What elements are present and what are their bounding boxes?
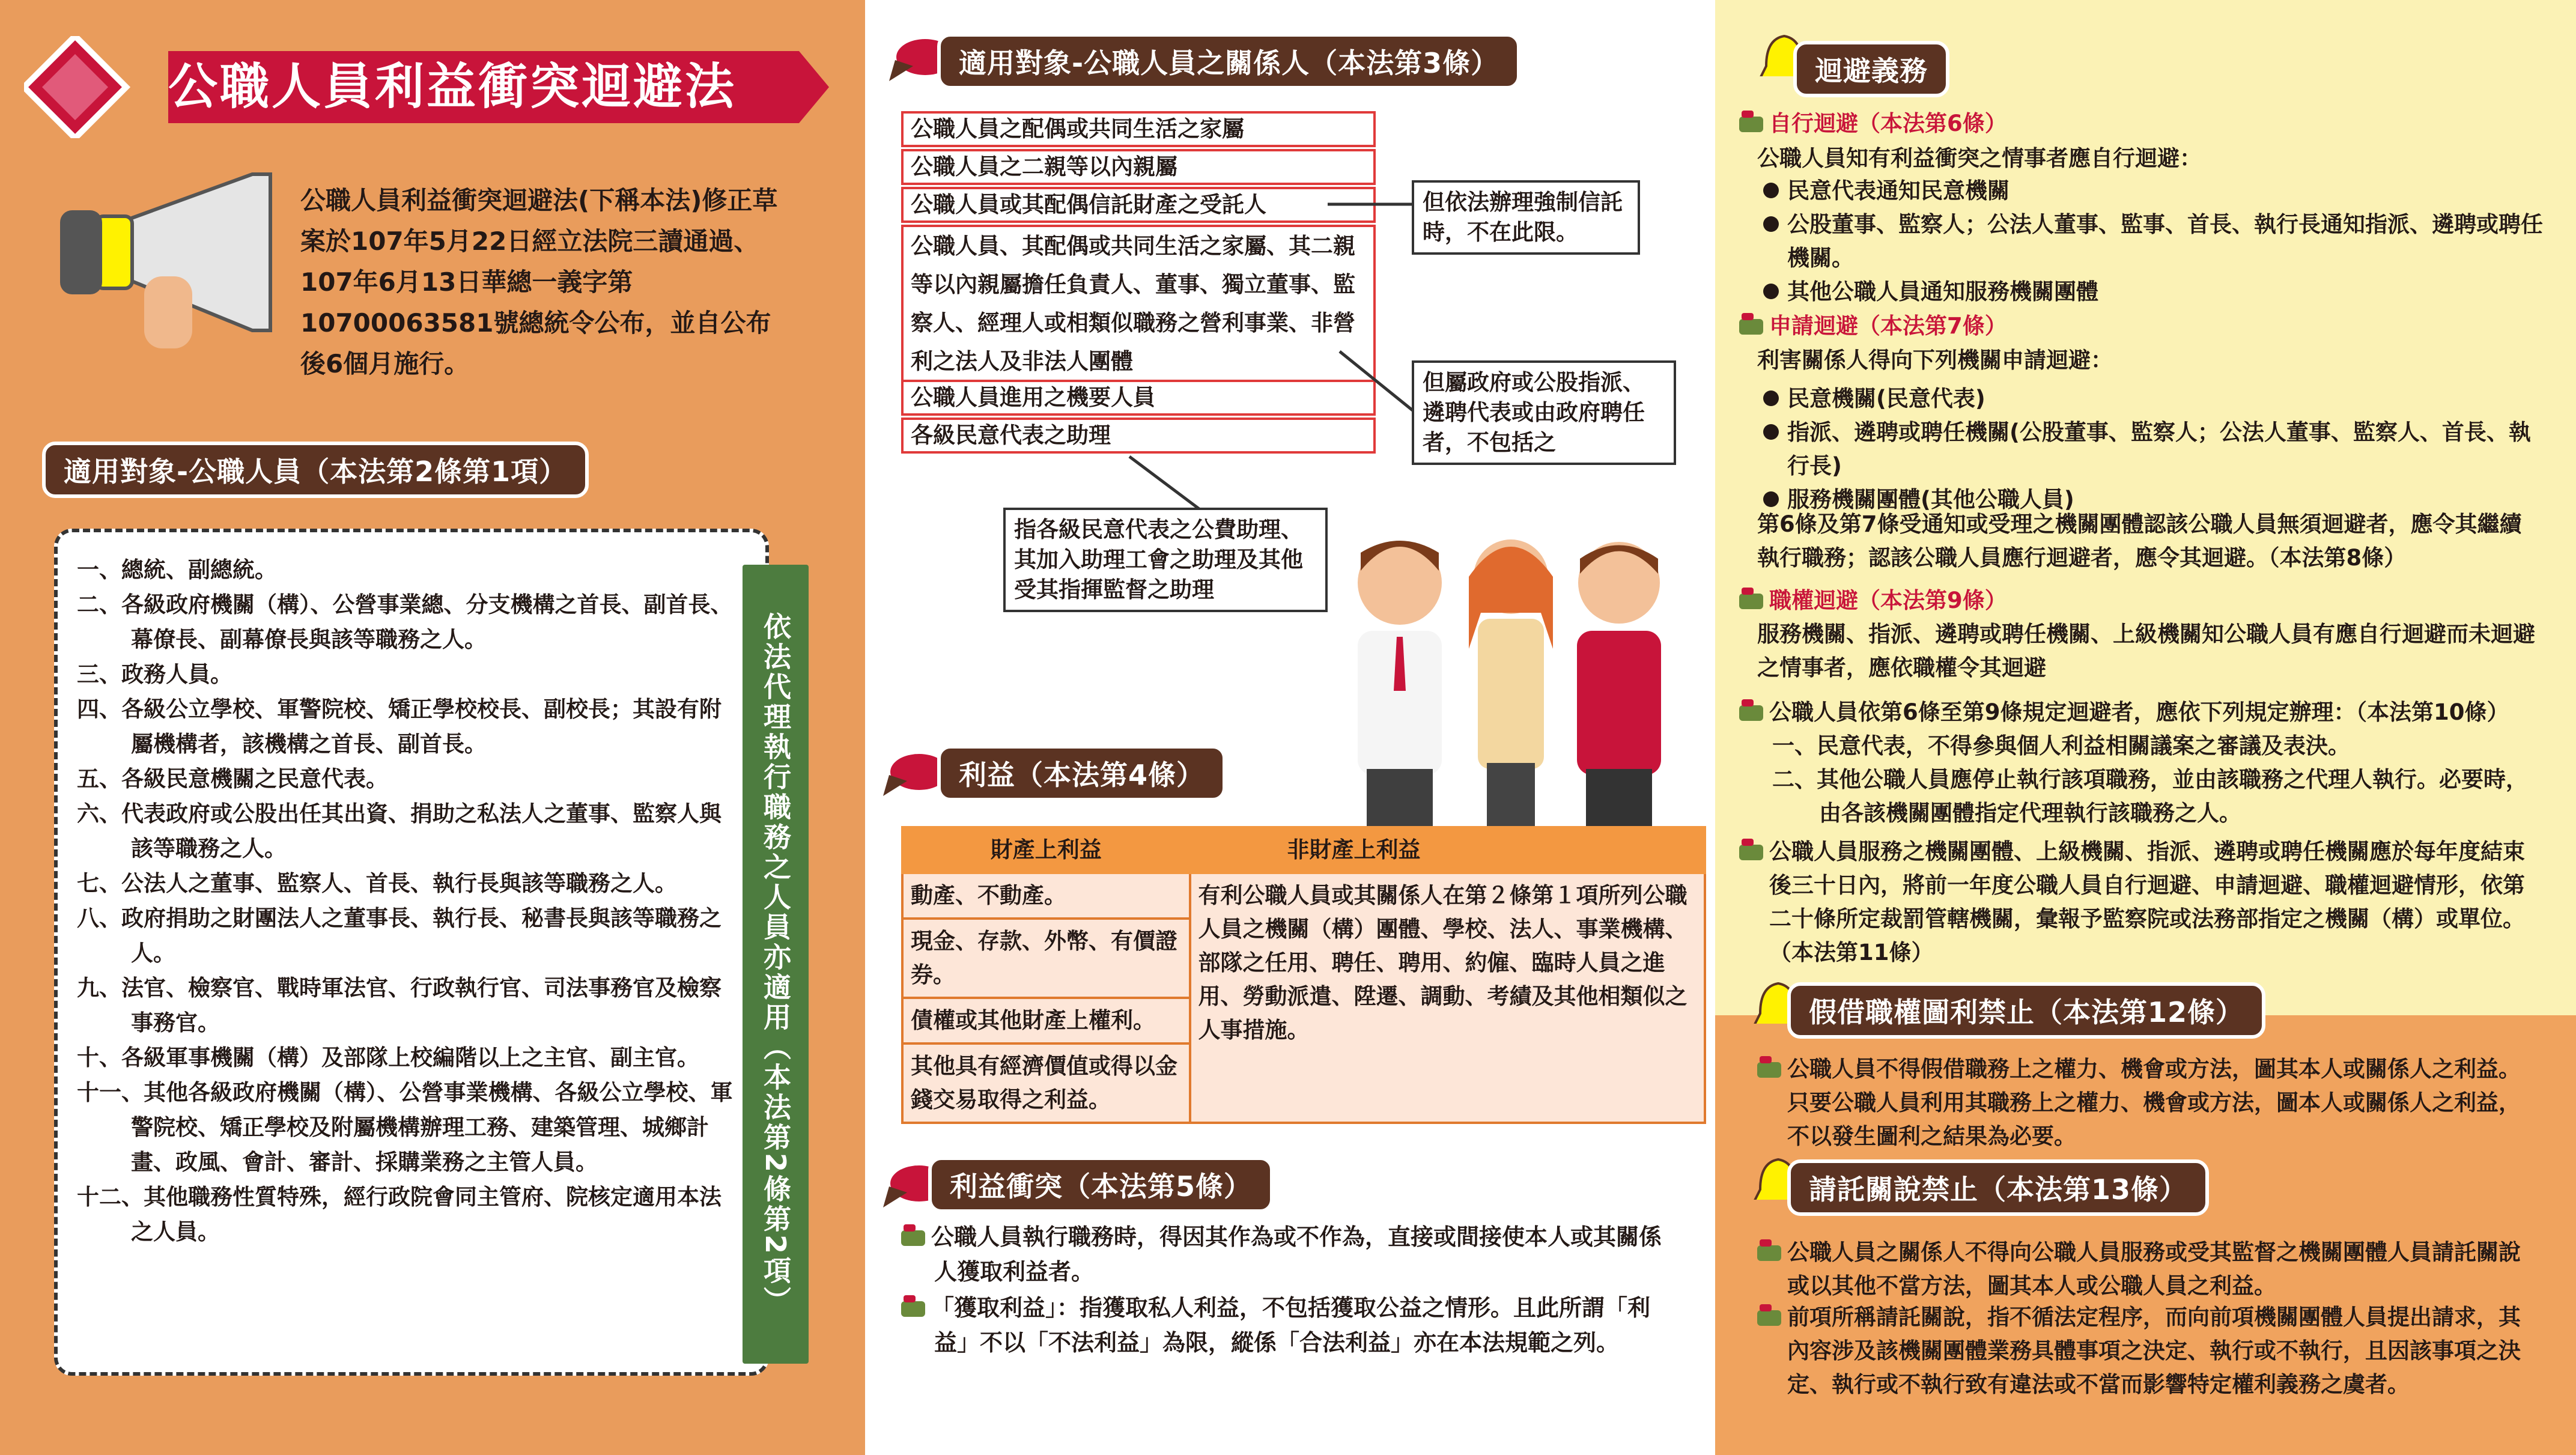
p10-text: 公職人員依第6條至第9條規定迴避者，應依下列規定辦理：（本法第10條） bbox=[1769, 699, 2509, 725]
b7-2: 服務機關團體(其他公職人員) bbox=[1787, 487, 2074, 512]
note-assistant: 指各級民意代表之公費助理、其加入助理工會之助理及其他受其指揮監督之助理 bbox=[1003, 508, 1328, 612]
benefit-table bbox=[901, 826, 1706, 1124]
table-cell: 其他具有經濟價值或得以金錢交易取得之利益。 bbox=[902, 1043, 1190, 1123]
p11 bbox=[1739, 835, 2544, 970]
p7: 利害關係人得向下列機關申請迴避： bbox=[1757, 347, 2113, 373]
h6: 自行迴避（本法第6條） bbox=[1769, 111, 2007, 136]
list-item: 六、代表政府或公股出任其出資、捐助之私法人之董事、監察人與該等職務之人。 bbox=[77, 801, 721, 861]
p9: 服務機關、指派、遴聘或聘任機關、上級機關知公職人員有應自行迴避而未迴避之情事者，應依職權令其迴避 bbox=[1757, 621, 2535, 681]
car-icon bbox=[901, 1301, 925, 1317]
bullet-item bbox=[1763, 382, 2544, 416]
p13b bbox=[1757, 1301, 2538, 1402]
heading-apply-avoid bbox=[1739, 309, 2007, 343]
car-icon bbox=[1757, 1245, 1781, 1261]
car-icon bbox=[1739, 845, 1763, 860]
p12 bbox=[1757, 1053, 2538, 1153]
list-item: 十一、其他各級政府機關（構）、公營事業機構、各級公立學校、軍警院校、矯正學校及附屬機構辦理工務、建築管理、城鄉計畫、政風、會計、審計、採購業務之主管人員。 bbox=[77, 1080, 733, 1175]
list-item: 五、各級民意機關之民意代表。 bbox=[77, 766, 388, 792]
conflict-1: 公職人員執行職務時，得因其作為或不作為，直接或間接使本人或其關係人獲取利益者。 bbox=[931, 1224, 1662, 1285]
b6-2: 其他公職人員通知服務機關團體 bbox=[1787, 279, 2098, 305]
car-icon bbox=[1757, 1310, 1781, 1326]
b7-1: 指派、遴聘或聘任機關(公股董事、監察人；公法人董事、監察人、首長、執行長) bbox=[1787, 419, 2531, 479]
car-icon bbox=[901, 1230, 925, 1246]
note-government: 但屬政府或公股指派、遴聘代表或由政府聘任者，不包括之 bbox=[1412, 360, 1676, 465]
list-item: 十二、其他職務性質特殊，經行政院會同主管府、院核定適用本法之人員。 bbox=[77, 1184, 721, 1245]
section-label-avoid: 迴避義務 bbox=[1793, 41, 1949, 97]
bullet-item bbox=[1763, 416, 2544, 483]
middle-panel bbox=[865, 0, 1715, 1455]
p8: 第6條及第7條受通知或受理之機關團體認該公職人員無須迴避者，應令其繼續執行職務；認該公職人員應行迴避者，應令其迴避。（本法第8條） bbox=[1757, 511, 2522, 571]
p12-text: 公職人員不得假借職務上之權力、機會或方法，圖其本人或關係人之利益。只要公職人員利用其職務上之權力、機會或方法，圖本人或關係人之利益，不以發生圖利之結果為必要。 bbox=[1787, 1056, 2521, 1149]
b6-0: 民意代表通知民意機關 bbox=[1787, 178, 2009, 204]
list-item: 四、各級公立學校、軍警院校、矯正學校校長、副校長；其設有附屬機構者，該機構之首長、副首長。 bbox=[77, 696, 721, 757]
megaphone-icon bbox=[54, 168, 288, 354]
table-header-property: 財產上利益 bbox=[902, 827, 1190, 873]
p6: 公職人員知有利益衝突之情事者應自行迴避： bbox=[1757, 145, 2202, 171]
list-item: 一、總統、副總統。 bbox=[77, 557, 277, 583]
b7-0: 民意機關(民意代表) bbox=[1787, 386, 1985, 412]
p13a bbox=[1757, 1236, 2538, 1303]
h7: 申請迴避（本法第7條） bbox=[1769, 313, 2007, 339]
rel-item: 公職人員、其配偶或共同生活之家屬、其二親等以內親屬擔任負責人、董事、獨立董事、監察人、經理人或相類似職務之營利事業、非營利之法人及非法人團體 bbox=[901, 225, 1376, 383]
conflict-2: 「獲取利益」：指獲取私人利益，不包括獲取公益之情形。且此所謂「利益」不以「不法利益」為限，縱係「合法利益」亦在本法規範之列。 bbox=[931, 1295, 1651, 1356]
p10a: 一、民意代表，不得參與個人利益相關議案之審議及表決。 bbox=[1772, 733, 2350, 759]
table-header-nonproperty: 非財產上利益 bbox=[1190, 827, 1705, 873]
b6-list bbox=[1763, 174, 2544, 309]
car-icon bbox=[1757, 1062, 1781, 1078]
table-cell: 動產、不動產。 bbox=[902, 873, 1190, 919]
rel-item: 公職人員進用之機要人員 bbox=[901, 380, 1376, 416]
vertical-note: 依法代理執行職務之人員亦適用（本法第2條第2項） bbox=[743, 565, 809, 1364]
heading-authority-avoid bbox=[1739, 584, 2007, 618]
car-icon bbox=[1739, 319, 1763, 335]
note-trust: 但依法辦理強制信託時，不在此限。 bbox=[1412, 180, 1640, 255]
intro-text: 公職人員利益衝突迴避法(下稱本法)修正草案於107年5月22日經立法院三讀通過、107年6月13日華總一義字第10700063581號總統令公布，並自公布後6個月施行。 bbox=[300, 186, 778, 378]
section-label-benefit: 利益（本法第4條） bbox=[937, 745, 1226, 801]
rel-item: 各級民意代表之助理 bbox=[901, 418, 1376, 454]
section-label-conflict: 利益衝突（本法第5條） bbox=[928, 1156, 1274, 1213]
rel-item: 公職人員之配偶或共同生活之家屬 bbox=[901, 111, 1376, 147]
list-item: 十、各級軍事機關（構）及部隊上校編階以上之主官、副主官。 bbox=[77, 1045, 699, 1071]
bullet-item bbox=[1763, 275, 2544, 309]
b6-1: 公股董事、監察人；公法人董事、監事、首長、執行長通知指派、遴聘或聘任機關。 bbox=[1787, 211, 2543, 271]
p11-text: 公職人員服務之機關團體、上級機關、指派、遴聘或聘任機關應於每年度結束後三十日內，將前一年度公職人員自行迴避、申請迴避、職權迴避情形，依第二十條所定裁罰管轄機關，彙報予監察院或法務部指定之機關（構）或單位。（本法第11條） bbox=[1769, 839, 2525, 965]
car-icon bbox=[1739, 117, 1763, 132]
table-cell: 現金、存款、外幣、有價證券。 bbox=[902, 919, 1190, 998]
b7-list bbox=[1763, 382, 2544, 517]
officials-list bbox=[77, 553, 738, 1250]
left-panel bbox=[0, 0, 865, 1455]
p13b-text: 前項所稱請託關說，指不循法定程序，而向前項機關團體人員提出請求，其內容涉及該機關團體業務具體事項之決定、執行或不執行，且因該事項之決定、執行或不執行致有違法或不當而影響特定權利義務之虞者。 bbox=[1787, 1304, 2521, 1397]
p10 bbox=[1739, 696, 2568, 729]
rel-item: 公職人員之二親等以內親屬 bbox=[901, 149, 1376, 185]
table-cell-nonproperty: 有利公職人員或其關係人在第２條第１項所列公職人員之機關（構）團體、學校、法人、事業機構、部隊之任用、聘任、聘用、約僱、臨時人員之進用、勞動派遣、陞遷、調動、考績及其他相類似之人事措施。 bbox=[1190, 873, 1705, 1123]
list-item: 九、法官、檢察官、戰時軍法官、行政執行官、司法事務官及檢察事務官。 bbox=[77, 975, 721, 1036]
h9: 職權迴避（本法第9條） bbox=[1769, 588, 2007, 613]
heading-self-avoid bbox=[1739, 107, 2007, 141]
table-cell: 債權或其他財產上權利。 bbox=[902, 998, 1190, 1043]
page-title: 公職人員利益衝突迴避法 bbox=[168, 58, 737, 115]
section-label-officials: 適用對象-公職人員（本法第2條第1項） bbox=[42, 442, 589, 498]
bullet-item bbox=[1763, 208, 2544, 275]
rel-item: 公職人員或其配偶信託財產之受託人 bbox=[901, 187, 1376, 223]
bullet-item bbox=[1763, 174, 2544, 208]
conflict-text-1 bbox=[901, 1220, 1676, 1289]
conflict-text-2 bbox=[901, 1290, 1676, 1360]
list-item: 七、公法人之董事、監察人、首長、執行長與該等職務之人。 bbox=[77, 870, 677, 896]
section-label-no-lobby: 請託關說禁止（本法第13條） bbox=[1787, 1159, 2209, 1216]
p10b: 二、其他公職人員應停止執行該項職務，並由該職務之代理人執行。必要時，由各該機關團體指定代理執行該職務之人。 bbox=[1772, 767, 2528, 826]
section-label-no-abuse: 假借職權圖利禁止（本法第12條） bbox=[1787, 982, 2265, 1039]
car-icon bbox=[1739, 705, 1763, 721]
section-label-relatives: 適用對象-公職人員之關係人（本法第3條） bbox=[937, 33, 1520, 90]
list-item: 三、政務人員。 bbox=[77, 661, 232, 687]
title-banner bbox=[24, 36, 829, 138]
car-icon bbox=[1739, 594, 1763, 609]
list-item: 八、政府捐助之財團法人之董事長、執行長、秘書長與該等職務之人。 bbox=[77, 905, 721, 966]
people-illustration bbox=[1334, 529, 1694, 829]
p13a-text: 公職人員之關係人不得向公職人員服務或受其監督之機關團體人員請託關說或以其他不當方法，圖其本人或公職人員之利益。 bbox=[1787, 1239, 2521, 1299]
list-item: 二、各級政府機關（構）、公營事業總、分支機構之首長、副首長、幕僚長、副幕僚長與該等職務之人。 bbox=[77, 592, 733, 652]
